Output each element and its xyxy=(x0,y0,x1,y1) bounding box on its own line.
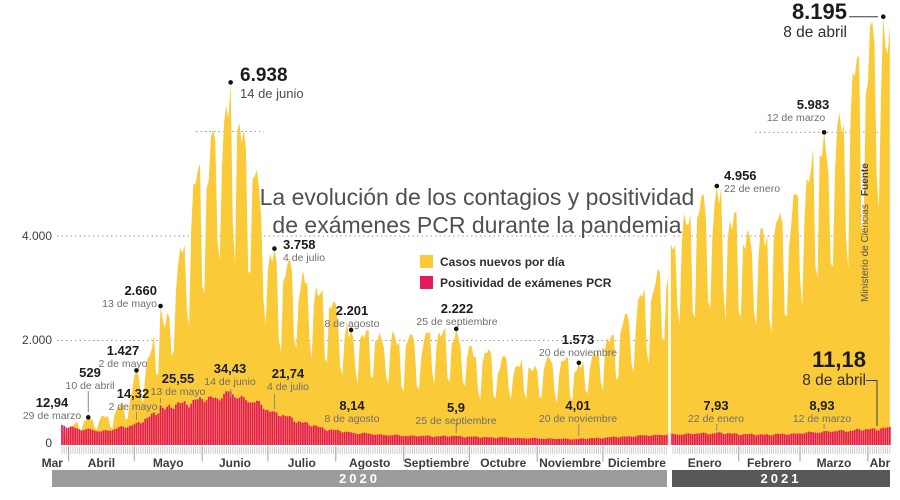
annotation-value: 8.195 xyxy=(791,0,847,24)
annotation-value: 6.938 xyxy=(240,65,288,86)
annotation-value: 8,14 xyxy=(339,398,365,413)
annotation-date: 14 de junio xyxy=(240,85,304,101)
annotation-ann-4956 xyxy=(724,169,780,195)
annotation-ann-2222 xyxy=(416,302,497,328)
annotation-value: 4,01 xyxy=(565,398,591,413)
annotation-value: 12,94 xyxy=(35,395,69,410)
cases-swatch-icon xyxy=(420,255,433,268)
annotation-date: 13 de mayo xyxy=(102,298,157,311)
chart-title-line1: La evolución de los contagios y positividad xyxy=(259,184,695,210)
year-band-2021: 2021 xyxy=(672,470,890,487)
annotation-date: 8 de abril xyxy=(802,371,866,389)
annotation-dot xyxy=(881,14,886,19)
source-credit xyxy=(860,163,871,302)
annotation-ann-p2174 xyxy=(267,367,309,393)
annotation-value: 1.427 xyxy=(106,343,140,358)
annotation-ann-p59 xyxy=(415,401,496,427)
annotation-date: 2 de mayo xyxy=(108,401,158,414)
annotation-ann-p401 xyxy=(539,399,617,425)
x-axis-month-label: Junio xyxy=(219,456,251,470)
x-axis-month-label: Septiembre xyxy=(403,456,470,470)
annotation-ann-6938 xyxy=(240,66,304,101)
annotation-ann-1573 xyxy=(539,333,617,359)
annotation-date: 20 de noviembre xyxy=(538,413,618,426)
annotation-value: 8,93 xyxy=(809,398,835,413)
annotation-value: 5.983 xyxy=(796,97,830,112)
annotation-value: 11,18 xyxy=(812,347,866,372)
annotation-value: 2.201 xyxy=(335,303,369,318)
annotation-value: 34,43 xyxy=(213,361,247,376)
annotation-value: 1.573 xyxy=(561,332,595,347)
annotation-ann-8195 xyxy=(783,0,847,42)
legend xyxy=(420,251,611,293)
chart-title xyxy=(260,183,695,239)
annotation-dot xyxy=(272,246,277,251)
x-axis-month-label: Marzo xyxy=(816,456,852,470)
annotation-dot xyxy=(715,184,720,189)
annotation-ann-5983 xyxy=(766,97,842,125)
x-axis-month-label: Abr xyxy=(869,456,891,470)
x-axis-month-label: Enero xyxy=(687,456,722,470)
annotation-value: 5,9 xyxy=(446,400,466,415)
annotation-value: 2.660 xyxy=(124,283,157,298)
source-prefix: Fuente xyxy=(860,163,871,197)
annotation-ann-p1118 xyxy=(802,348,866,390)
annotation-ann-3758 xyxy=(283,238,325,264)
legend-item-cases xyxy=(420,251,611,272)
annotation-date: 12 de marzo xyxy=(766,112,826,125)
annotation-ann-1427 xyxy=(98,344,147,370)
annotation-ann-2660 xyxy=(102,284,157,310)
x-axis-month-label: Noviembre xyxy=(539,456,602,470)
positivity-swatch-icon xyxy=(420,276,433,289)
y-axis-label-4000: 4.000 xyxy=(21,229,52,243)
annotation-date: 4 de julio xyxy=(283,252,326,265)
annotation-dot xyxy=(86,415,91,420)
annotation-dot xyxy=(577,361,582,366)
annotation-date: 10 de abril xyxy=(65,380,115,393)
x-axis-month-label: Julio xyxy=(287,456,316,470)
annotation-date: 12 de marzo xyxy=(792,413,852,426)
chart-title-line2: de exámenes PCR durante la pandemia xyxy=(272,212,682,238)
x-axis-month-label: Febrero xyxy=(747,456,792,470)
annotation-date: 8 de agosto xyxy=(324,318,380,331)
year-band-2020: 2020 xyxy=(52,470,667,487)
annotation-value: 25,55 xyxy=(161,371,195,386)
annotation-date: 14 de junio xyxy=(204,376,256,389)
annotation-ann-p893 xyxy=(793,399,851,425)
annotation-date: 29 de marzo xyxy=(22,410,82,423)
x-axis-month-label: Abril xyxy=(87,456,116,470)
x-axis-month-label: Agosto xyxy=(349,456,391,470)
source-name: Ministerio de Ciencias xyxy=(860,204,871,302)
x-axis-month-label: Mar xyxy=(41,456,63,470)
annotation-ann-p2555 xyxy=(151,372,206,398)
annotation-ann-p1294 xyxy=(23,396,81,422)
annotation-date: 22 de enero xyxy=(687,413,745,426)
legend-label-positivity: Positividad de exámenes PCR xyxy=(440,275,612,290)
annotation-value: 14,32 xyxy=(116,386,150,401)
annotation-date: 8 de agosto xyxy=(324,413,380,426)
y-axis-label-2000: 2.000 xyxy=(21,333,52,347)
annotation-dot xyxy=(228,80,233,85)
annotation-value: 2.222 xyxy=(440,301,474,316)
annotation-ann-p793 xyxy=(688,399,744,425)
x-axis-month-label: Diciembre xyxy=(607,456,666,470)
annotation-ann-p3443 xyxy=(204,362,255,388)
x-axis-month-label: Octubre xyxy=(480,456,527,470)
annotation-value: 3.758 xyxy=(283,237,316,252)
annotation-date: 8 de abril xyxy=(783,23,847,41)
annotation-date: 25 de septiembre xyxy=(415,415,497,428)
annotation-date: 25 de septiembre xyxy=(416,316,498,329)
annotation-date: 4 de julio xyxy=(266,381,310,394)
annotation-value: 21,74 xyxy=(271,366,305,381)
annotation-date: 22 de enero xyxy=(724,183,781,196)
annotation-dot xyxy=(822,130,827,135)
annotation-ann-2201 xyxy=(325,304,380,330)
x-axis-month-label: Mayo xyxy=(152,456,184,470)
legend-label-cases: Casos nuevos por día xyxy=(440,254,565,269)
annotation-dot xyxy=(158,304,163,309)
annotation-ann-p814 xyxy=(325,399,380,425)
y-axis-label-0: 0 xyxy=(45,436,52,450)
annotation-date: 13 de mayo xyxy=(150,386,206,399)
annotation-value: 4.956 xyxy=(724,168,757,183)
legend-item-positivity xyxy=(420,272,611,293)
annotation-date: 2 de mayo xyxy=(98,358,148,371)
annotation-value: 7,93 xyxy=(703,398,729,413)
annotation-date: 20 de noviembre xyxy=(538,347,618,360)
annotation-value: 529 xyxy=(79,365,101,380)
